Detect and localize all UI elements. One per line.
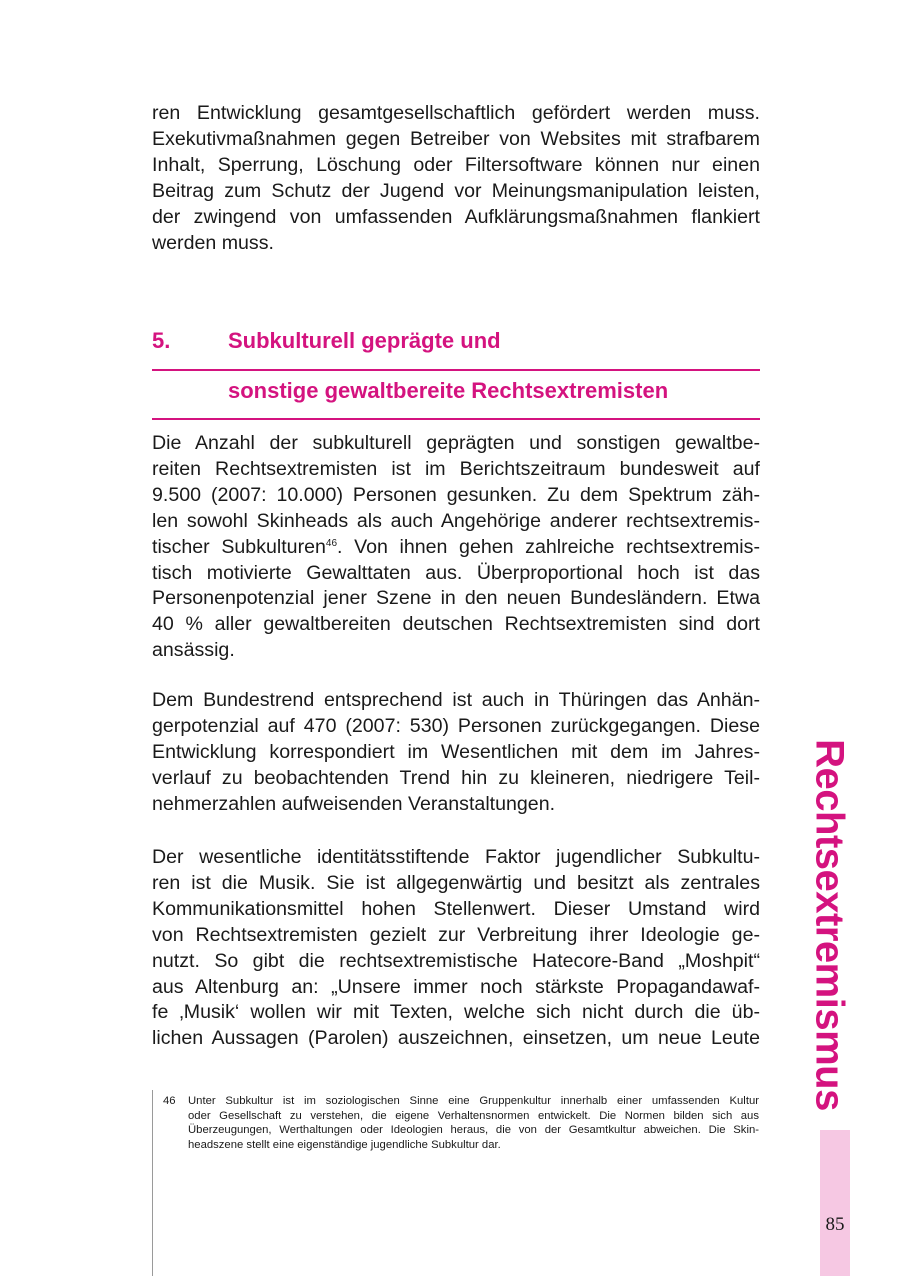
text-line-with-footnote bbox=[152, 535, 760, 561]
text-line: lichen Aussagen (Parolen) auszeichnen, einsetzen, um neue Leute bbox=[152, 1027, 760, 1050]
text-line: Personenpotenzial jener Szene in den neuen Bundesländern. Etwa bbox=[152, 587, 760, 610]
footnote bbox=[163, 1094, 759, 1152]
text-line: ren Entwicklung gesamtgesellschaftlich gefördert werden muss. bbox=[152, 102, 760, 124]
text-line: nehmerzahlen aufweisenden Veranstaltungen. bbox=[152, 792, 556, 815]
footnote-line: Unter Subkultur ist im soziologischen Sinne eine Gruppenkultur innerhalb einer umfassenden Kultur bbox=[188, 1095, 759, 1107]
chapter-title: Rechtsextremismus bbox=[807, 739, 852, 1111]
text-line: len sowohl Skinheads als auch Angehörige anderer rechtsextremis- bbox=[152, 509, 760, 532]
paragraph-1 bbox=[152, 431, 760, 664]
text-line: tisch motivierte Gewalttaten aus. Überproportional hoch ist das bbox=[152, 561, 760, 584]
section-number: 5. bbox=[152, 328, 171, 353]
text-line: nutzt. So gibt die rechtsextremistische Hatecore-Band „Moshpit“ bbox=[152, 949, 760, 972]
footnote-number: 46 bbox=[163, 1095, 176, 1107]
text-line: werden muss. bbox=[152, 231, 274, 254]
text-line: Inhalt, Sperrung, Löschung oder Filtersoftware können nur einen bbox=[152, 153, 760, 176]
text-line: Der wesentliche identitätsstiftende Faktor jugendlicher Subkultu- bbox=[152, 846, 760, 868]
text-line: Beitrag zum Schutz der Jugend vor Meinungsmanipulation leisten, bbox=[152, 179, 760, 202]
footnote-text bbox=[188, 1094, 759, 1152]
footnote-line: headszene stellt eine eigenständige jugendliche Subkultur dar. bbox=[188, 1138, 501, 1151]
footnote-line: Überzeugungen, Werthaltungen oder Ideologien heraus, die von der Gesamtkultur abweichen. Die Skin- bbox=[188, 1124, 759, 1137]
text-line: gerpotenzial auf 470 (2007: 530) Personen zurückgegangen. Diese bbox=[152, 714, 760, 737]
text-line: Dem Bundestrend entsprechend ist auch in Thüringen das Anhän- bbox=[152, 689, 760, 711]
section-title-line-2: sonstige gewaltbereite Rechtsextremisten bbox=[228, 378, 669, 403]
footnote-line: oder Gesellschaft zu verstehen, die eigene Verhaltensnormen entwickelt. Die Normen bilden sich aus bbox=[188, 1109, 759, 1122]
text-line: Exekutivmaßnahmen gegen Betreiber von Websites mit strafbarem bbox=[152, 127, 760, 150]
heading-divider bbox=[152, 369, 760, 371]
paragraph-3 bbox=[152, 845, 760, 1052]
footnote-reference[interactable]: 46 bbox=[325, 537, 338, 549]
text-line: der zwingend von umfassenden Aufklärungsmaßnahmen flankiert bbox=[152, 205, 760, 228]
text-line: 9.500 (2007: 10.000) Personen gesunken. Zu dem Spektrum zäh- bbox=[152, 483, 760, 506]
chapter-tab-label bbox=[776, 739, 882, 1111]
text-line: ren ist die Musik. Sie ist allgegenwärtig und besitzt als zentrales bbox=[152, 871, 760, 894]
text-line: Entwicklung korrespondiert im Wesentlichen mit dem im Jahres- bbox=[152, 740, 760, 763]
text-line: 40 % aller gewaltbereiten deutschen Rechtsextremisten sind dort bbox=[152, 613, 760, 636]
footnote-margin-rule bbox=[152, 1090, 153, 1276]
text-line: ansässig. bbox=[152, 639, 235, 662]
text-line: Die Anzahl der subkulturell geprägten und sonstigen gewaltbe- bbox=[152, 432, 760, 454]
text-segment: . Von ihnen gehen zahlreiche rechtsextremis- bbox=[337, 535, 760, 558]
text-line: reiten Rechtsextremisten ist im Berichtszeitraum bundesweit auf bbox=[152, 457, 760, 480]
page-number: 85 bbox=[825, 1214, 845, 1235]
text-segment: tischer Subkulturen bbox=[152, 535, 326, 558]
text-line: aus Altenburg an: „Unsere immer noch stärkste Propagandawaf- bbox=[152, 975, 760, 998]
intro-paragraph bbox=[152, 101, 760, 256]
chapter-tab-bar bbox=[820, 1130, 850, 1276]
heading-divider bbox=[152, 418, 760, 420]
text-line: Kommunikationsmittel hohen Stellenwert. Dieser Umstand wird bbox=[152, 897, 760, 920]
text-line: von Rechtsextremisten gezielt zur Verbreitung ihrer Ideologie ge- bbox=[152, 923, 760, 946]
paragraph-2 bbox=[152, 688, 760, 818]
text-line: fe ‚Musik‘ wollen wir mit Texten, welche sich nicht durch die üb- bbox=[152, 1001, 760, 1024]
section-title-line-1: Subkulturell geprägte und bbox=[228, 328, 501, 353]
text-line: verlauf zu beobachtenden Trend hin zu kleineren, niedrigere Teil- bbox=[152, 766, 760, 789]
